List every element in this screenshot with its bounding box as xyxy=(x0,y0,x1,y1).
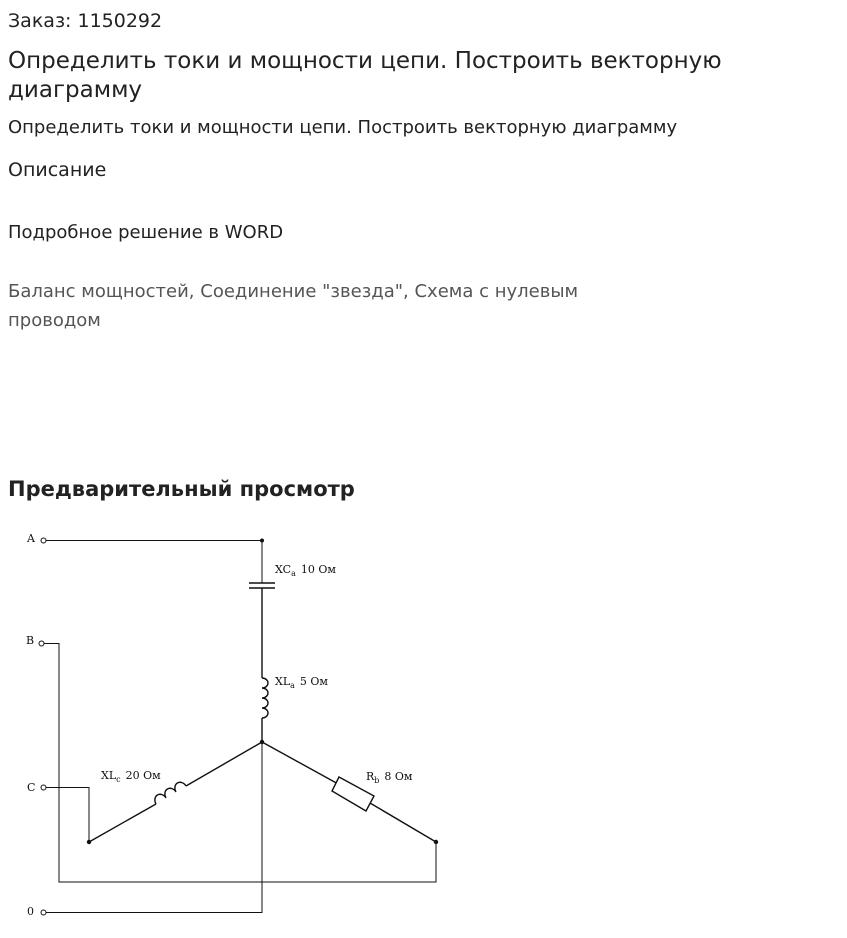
order-number: Заказ: 1150292 xyxy=(8,10,163,32)
wire-resistor-b-to-node xyxy=(370,803,436,842)
capacitor-a-symbol xyxy=(249,583,275,588)
wire-neutral xyxy=(46,742,262,913)
terminal-zero-label: 0 xyxy=(27,905,34,918)
wire-line-b xyxy=(44,644,436,883)
wire-line-c xyxy=(46,788,89,843)
inductor-c-label: $XL_c$ 20 Ом xyxy=(101,769,161,784)
inductor-a-symbol xyxy=(262,678,268,718)
tag-neutral-wire[interactable]: Схема с нулевым проводом xyxy=(8,281,579,331)
wire-inductor-c-to-node xyxy=(89,804,156,842)
star-point-dot xyxy=(260,740,264,744)
tag-star-connection[interactable]: Соединение "звезда" xyxy=(200,281,404,302)
tag-power-balance[interactable]: Баланс мощностей xyxy=(8,281,189,302)
page-subtitle: Определить токи и мощности цепи. Построить векторную диаграмму xyxy=(8,117,678,138)
page-title: Определить токи и мощности цепи. Построить векторную диаграмму xyxy=(8,48,722,103)
junction-a-dot xyxy=(260,539,264,543)
description-text: Подробное решение в WORD xyxy=(8,222,284,243)
terminal-b-circle xyxy=(39,641,44,646)
terminal-a-circle xyxy=(41,538,46,543)
circuit-schematic xyxy=(0,520,480,930)
preview-heading: Предварительный просмотр xyxy=(8,477,355,501)
description-heading: Описание xyxy=(8,159,107,181)
terminal-b-label: B xyxy=(26,634,35,647)
wire-star-to-resistor-b xyxy=(262,742,340,785)
junction-b-dot xyxy=(434,840,438,844)
junction-c-dot xyxy=(87,840,91,844)
wire-star-to-inductor-c xyxy=(186,742,262,786)
tag-separator: , xyxy=(403,281,415,302)
capacitor-a-label: $XC_a$ 10 Ом xyxy=(275,563,336,578)
wire-line-a xyxy=(46,541,262,584)
terminal-c-label: C xyxy=(27,781,36,794)
terminal-c-circle xyxy=(41,785,46,790)
inductor-a-label: $XL_a$ 5 Ом xyxy=(275,675,328,690)
tag-list xyxy=(8,277,668,335)
resistor-b-label: $R_b$ 8 Ом xyxy=(366,770,413,785)
inductor-c-symbol xyxy=(155,782,186,804)
tag-separator: , xyxy=(188,281,201,302)
terminal-zero-circle xyxy=(41,910,46,915)
terminal-a-label: A xyxy=(27,532,35,545)
